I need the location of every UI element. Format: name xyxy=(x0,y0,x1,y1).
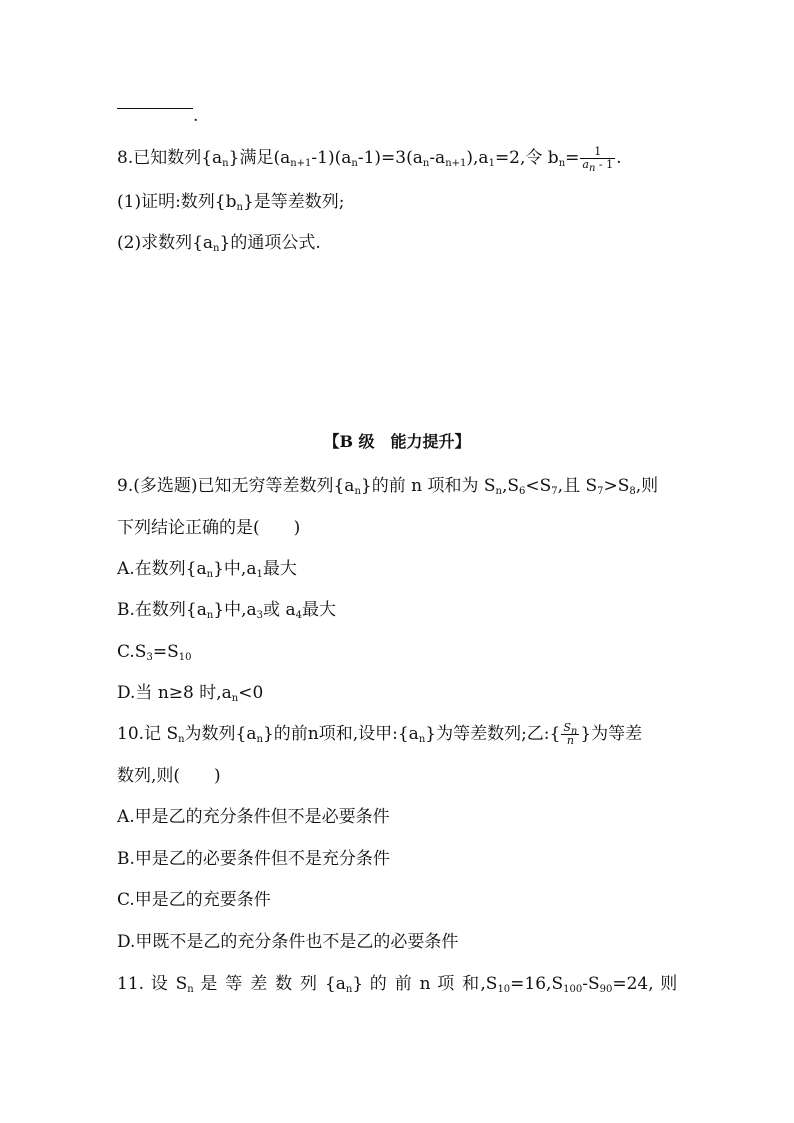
question-8-part-2: (2)求数列$\{a_n\}$的通项公式. xyxy=(117,233,321,254)
section-title: 【B 级 能力提升】 xyxy=(323,432,471,451)
question-10-stem-line-2: 数列,则( ) xyxy=(117,766,221,786)
question-8-stem: 8.已知数列$\{a_n\}$满足$(a_{n+1}-1)(a_n-1)=3(a_n-a_{n+1}),a_1=2$,令 $b_n=$ $\frac{1}{a_n - 1}$ . xyxy=(117,145,622,174)
question-8-part-1: (1)证明:数列$\{b_n\}$是等差数列; xyxy=(117,192,345,213)
fraction-s-n-over-n: $\frac{S_n}{n}$ xyxy=(563,721,578,747)
question-10-stem: 10.记 $S_n$为数列$\{a_n\}$的前n项和,设甲$:\{a_n\}$为等差数列;乙:{ $\frac{S_n}{n}$ }为等差 xyxy=(117,721,643,747)
question-9-option-a: A.在数列$\{a_n\}$中$,a_1$最大 xyxy=(117,559,297,580)
question-10-option-a: A.甲是乙的充分条件但不是必要条件 xyxy=(117,807,390,827)
fraction-b-n: $\frac{1}{a_n - 1}$ xyxy=(582,145,614,174)
question-10-option-d: D.甲既不是乙的充分条件也不是乙的必要条件 xyxy=(117,932,459,952)
blank-period: . xyxy=(193,106,199,126)
question-9-stem: 9.(多选题)已知无穷等差数列$\{a_n\}$的前 n 项和为 $S_n,S_6<S_7$,且 $S_7>S_8$,则 xyxy=(117,476,659,497)
question-10-option-c: C.甲是乙的充要条件 xyxy=(117,890,271,910)
answer-blank xyxy=(117,108,193,109)
question-9-option-c: $C.S_3=S_{10}$ xyxy=(117,642,192,663)
question-10-option-b: B.甲是乙的必要条件但不是充分条件 xyxy=(117,849,390,869)
question-9-option-b: B.在数列$\{a_n\}$中$,a_3$或 $a_4$最大 xyxy=(117,600,336,621)
question-9-option-d: D.当 n≥8 时$,a_n<0$ xyxy=(117,683,264,704)
question-9-stem-line-2: 下列结论正确的是( ) xyxy=(117,518,301,538)
question-11-stem: 11. 设 $S_n$ 是 等 差 数 列 $\{a_n\}$ 的 前 n 项 和$,S_{10}=16,S_{100}-S_{90}=24$, 则 xyxy=(117,974,678,995)
